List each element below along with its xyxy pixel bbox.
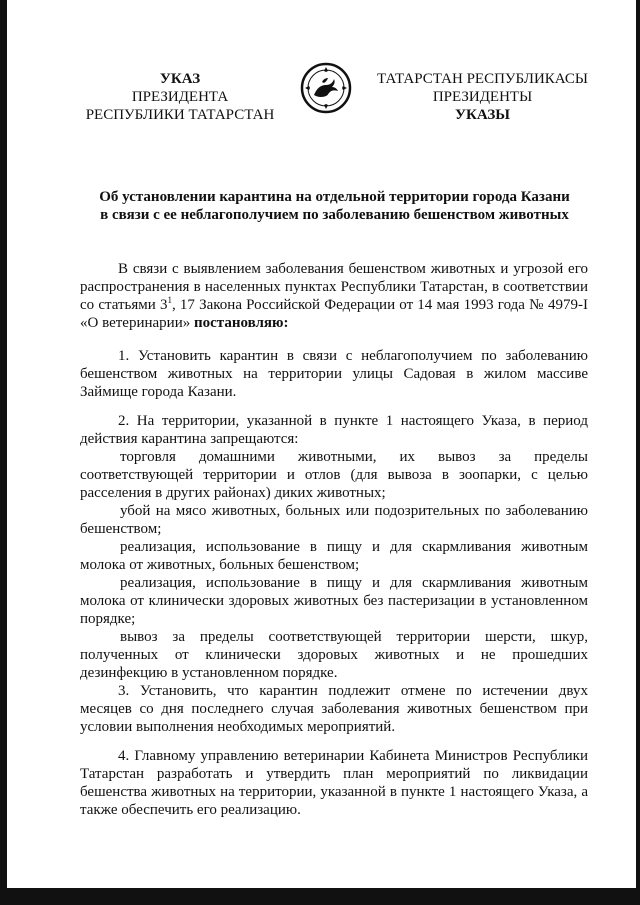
decree-title-line-1: Об установлении карантина на отдельной территории города Казани [99,189,570,205]
decree-title [72,188,597,224]
tatarstan-coat-of-arms-icon [300,62,352,114]
header-right-line-3: УКАЗЫ [455,107,510,123]
item-2-subitem: вывоз за пределы соответствующей территории шерсти, шкур, полученных от клинически здоровых животных и не прошедших дезинфекцию в установленном порядке. [80,629,588,681]
decree-word: постановляю: [193,315,289,331]
item-1-text: 1. Установить карантин в связи с неблагополучием по заболеванию бешенством животных на территории улицы Садовая в жилом массиве Займище города Казани. [80,348,588,400]
item-2 [80,412,588,682]
scan-border-left [0,0,7,905]
item-3 [80,682,588,736]
item-2-subitem: реализация, использование в пищу и для скармливания животным молока от животных, больных бешенством; [80,539,588,573]
item-4 [80,747,588,819]
item-3-text: 3. Установить, что карантин подлежит отмене по истечении двух месяцев со дня последнего случая заболевания животных бешенством при условии выполнения необходимых мероприятий. [80,683,588,735]
header-right-tatar [370,70,595,124]
preamble [80,260,588,332]
header-right-line-1: ТАТАРСТАН РЕСПУБЛИКАСЫ [377,71,588,87]
preamble-text-a: В связи с выявлением заболевания бешенством животных и угрозой его распространения в населенных пунктах Республики Татарстан, в соответствии со статьями 3 [80,261,588,313]
item-2-subitem: реализация, использование в пищу и для скармливания животным молока от клинически здоровых животных без пастеризации в установленном порядке; [80,575,588,627]
scan-border-bottom [0,888,640,905]
item-1 [80,347,588,401]
header-left-russian [80,70,280,124]
decree-title-line-2: в связи с ее неблагополучием по заболеванию бешенством животных [100,207,569,223]
header-left-line-3: РЕСПУБЛИКИ ТАТАРСТАН [85,107,275,123]
item-2-intro: 2. На территории, указанной в пункте 1 настоящего Указа, в период действия карантина запрещаются: [80,413,588,447]
item-2-subitem: убой на мясо животных, больных или подозрительных по заболеванию бешенством; [80,503,588,537]
item-2-subitem: торговля домашними животными, их вывоз за пределы соответствующей территории и отлов (для вывоза в зоопарки, с целью расселения в других районах) диких животных; [80,449,588,501]
header-left-line-1: УКАЗ [159,71,201,87]
scan-border-right [636,0,640,905]
preamble-text-b: , 17 Закона Российской Федерации от 14 мая 1993 года № 4979-I «О ветеринарии» [80,297,589,331]
preamble-paragraph [80,260,588,332]
header-right-line-2: ПРЕЗИДЕНТЫ [432,89,533,105]
preamble-superscript: 1 [167,295,172,305]
header-left-line-2: ПРЕЗИДЕНТА [131,89,229,105]
item-4-text: 4. Главному управлению ветеринарии Кабинета Министров Республики Татарстан разработать и утвердить план мероприятий по ликвидации бешенства животных на территории, указанной в пункте 1 настоящего Указа, а также обеспечить его реализацию. [80,748,588,818]
